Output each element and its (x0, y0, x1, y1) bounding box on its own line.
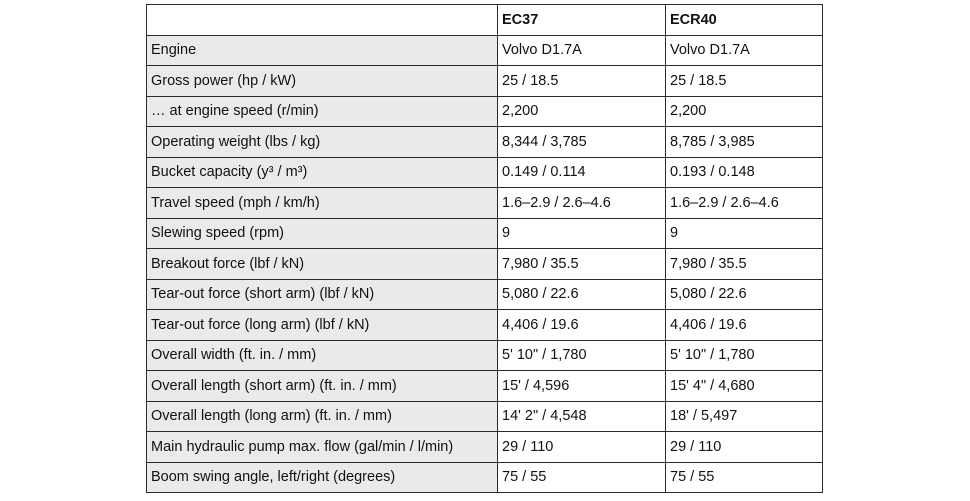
ec37-value: 5,080 / 22.6 (498, 279, 666, 310)
ecr40-value: Volvo D1.7A (666, 35, 823, 66)
spec-comparison-table (146, 4, 823, 493)
ecr40-value: 29 / 110 (666, 432, 823, 463)
table-row (147, 462, 823, 493)
ecr40-value: 8,785 / 3,985 (666, 127, 823, 158)
table-row (147, 401, 823, 432)
ec37-value: 8,344 / 3,785 (498, 127, 666, 158)
ec37-value: 9 (498, 218, 666, 249)
header-ec37: EC37 (498, 5, 666, 36)
ec37-value: 7,980 / 35.5 (498, 249, 666, 280)
table-row (147, 66, 823, 97)
ec37-value: 5' 10" / 1,780 (498, 340, 666, 371)
row-label: Overall length (long arm) (ft. in. / mm) (147, 401, 498, 432)
ec37-value: Volvo D1.7A (498, 35, 666, 66)
table-row (147, 432, 823, 463)
header-corner-cell (147, 5, 498, 36)
table-row (147, 127, 823, 158)
ecr40-value: 9 (666, 218, 823, 249)
ecr40-value: 15' 4" / 4,680 (666, 371, 823, 402)
row-label: Tear-out force (short arm) (lbf / kN) (147, 279, 498, 310)
row-label: Tear-out force (long arm) (lbf / kN) (147, 310, 498, 341)
table-header-row (147, 5, 823, 36)
header-ecr40: ECR40 (666, 5, 823, 36)
ec37-value: 15' / 4,596 (498, 371, 666, 402)
table-row (147, 279, 823, 310)
ec37-value: 14' 2" / 4,548 (498, 401, 666, 432)
ec37-value: 2,200 (498, 96, 666, 127)
ec37-value: 1.6–2.9 / 2.6–4.6 (498, 188, 666, 219)
ecr40-value: 4,406 / 19.6 (666, 310, 823, 341)
ecr40-value: 5' 10" / 1,780 (666, 340, 823, 371)
table-row (147, 96, 823, 127)
row-label: Bucket capacity (y³ / m³) (147, 157, 498, 188)
table-row (147, 249, 823, 280)
table-row (147, 371, 823, 402)
ec37-value: 4,406 / 19.6 (498, 310, 666, 341)
ecr40-value: 2,200 (666, 96, 823, 127)
table-row (147, 218, 823, 249)
ec37-value: 25 / 18.5 (498, 66, 666, 97)
row-label: Travel speed (mph / km/h) (147, 188, 498, 219)
row-label: Breakout force (lbf / kN) (147, 249, 498, 280)
row-label: … at engine speed (r/min) (147, 96, 498, 127)
table-row (147, 35, 823, 66)
row-label: Boom swing angle, left/right (degrees) (147, 462, 498, 493)
ecr40-value: 25 / 18.5 (666, 66, 823, 97)
table-row (147, 157, 823, 188)
row-label: Overall width (ft. in. / mm) (147, 340, 498, 371)
table-row (147, 310, 823, 341)
ecr40-value: 0.193 / 0.148 (666, 157, 823, 188)
ec37-value: 29 / 110 (498, 432, 666, 463)
table-body (147, 35, 823, 493)
ecr40-value: 5,080 / 22.6 (666, 279, 823, 310)
row-label: Overall length (short arm) (ft. in. / mm) (147, 371, 498, 402)
row-label: Main hydraulic pump max. flow (gal/min / l/min) (147, 432, 498, 463)
row-label: Slewing speed (rpm) (147, 218, 498, 249)
ec37-value: 75 / 55 (498, 462, 666, 493)
ecr40-value: 75 / 55 (666, 462, 823, 493)
ecr40-value: 1.6–2.9 / 2.6–4.6 (666, 188, 823, 219)
row-label: Operating weight (lbs / kg) (147, 127, 498, 158)
table-row (147, 340, 823, 371)
ec37-value: 0.149 / 0.114 (498, 157, 666, 188)
ecr40-value: 7,980 / 35.5 (666, 249, 823, 280)
table-row (147, 188, 823, 219)
row-label: Engine (147, 35, 498, 66)
ecr40-value: 18' / 5,497 (666, 401, 823, 432)
row-label: Gross power (hp / kW) (147, 66, 498, 97)
